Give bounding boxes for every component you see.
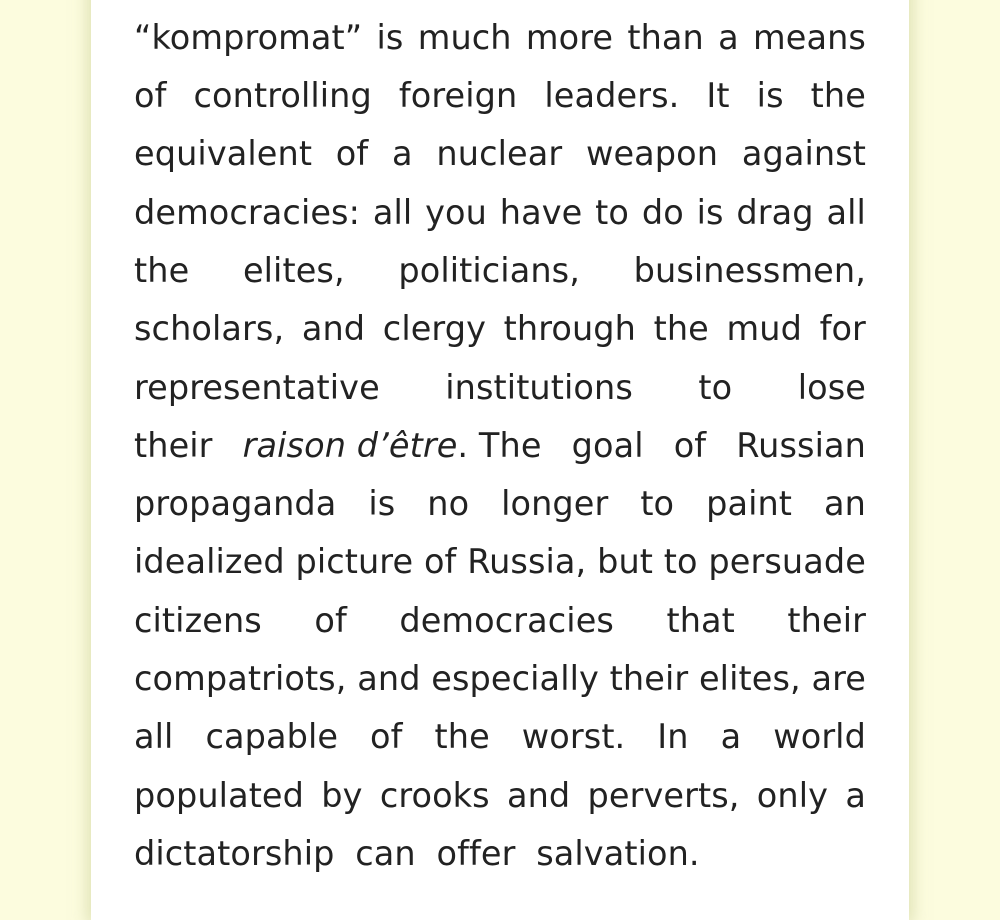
word: “kompromat” xyxy=(134,18,363,57)
word: all xyxy=(372,193,413,232)
text-line xyxy=(134,184,866,242)
text-line xyxy=(134,708,866,766)
word: against xyxy=(741,134,866,173)
word: In xyxy=(657,717,689,756)
word: crooks xyxy=(379,776,490,815)
word: no xyxy=(427,484,470,523)
word: mud xyxy=(726,309,802,348)
word: to xyxy=(698,368,733,407)
word: nuclear xyxy=(436,134,563,173)
word: weapon xyxy=(585,134,719,173)
word: salvation. xyxy=(536,834,700,873)
word: Russia, xyxy=(467,542,587,581)
word: to xyxy=(595,193,630,232)
word: citizens xyxy=(134,601,262,640)
word: a xyxy=(845,776,866,815)
word: more xyxy=(525,18,614,57)
text-line xyxy=(134,300,866,358)
text-line-last xyxy=(134,825,866,883)
word: of xyxy=(423,542,457,581)
word: longer xyxy=(501,484,609,523)
word: than xyxy=(627,18,704,57)
word: institutions xyxy=(445,368,633,407)
text-line xyxy=(134,359,866,417)
text-line xyxy=(134,650,866,708)
word: of xyxy=(370,717,403,756)
word: through xyxy=(503,309,636,348)
word: world xyxy=(773,717,866,756)
word: that xyxy=(666,601,735,640)
text-line xyxy=(134,592,866,650)
word: capable xyxy=(205,717,339,756)
word: and xyxy=(506,776,571,815)
text-line xyxy=(134,533,866,591)
word: businessmen, xyxy=(633,251,866,290)
word: the xyxy=(653,309,709,348)
word: by xyxy=(321,776,363,815)
word: of xyxy=(335,134,369,173)
word: the xyxy=(810,76,866,115)
word: lose xyxy=(797,368,866,407)
text-line xyxy=(134,125,866,183)
word: are xyxy=(811,659,866,698)
word: paint xyxy=(706,484,793,523)
word: the xyxy=(134,251,190,290)
text-line xyxy=(134,9,866,67)
word: is xyxy=(368,484,396,523)
word: a xyxy=(720,717,742,756)
word: elites, xyxy=(242,251,345,290)
word: foreign xyxy=(398,76,518,115)
word: only xyxy=(756,776,829,815)
word: . The xyxy=(457,426,542,465)
word: a xyxy=(392,134,413,173)
word: and xyxy=(301,309,366,348)
word: perverts, xyxy=(587,776,740,815)
word: democracies: xyxy=(134,193,360,232)
word: their xyxy=(134,426,213,465)
word: their xyxy=(609,659,689,698)
word: worst. xyxy=(521,717,626,756)
word: is xyxy=(756,76,784,115)
word: and xyxy=(357,659,421,698)
word: It xyxy=(706,76,730,115)
word: Russian xyxy=(736,426,866,465)
word: persuade xyxy=(708,542,866,581)
text-line xyxy=(134,475,866,533)
word: is xyxy=(696,193,724,232)
word: much xyxy=(417,18,512,57)
word: to xyxy=(640,484,675,523)
text-line xyxy=(134,67,866,125)
word: scholars, xyxy=(134,309,285,348)
word: an xyxy=(823,484,866,523)
word: equivalent xyxy=(134,134,313,173)
word: can xyxy=(355,834,416,873)
word: representative xyxy=(134,368,380,407)
article-body xyxy=(134,0,866,891)
word: compatriots, xyxy=(134,659,347,698)
word: elites, xyxy=(698,659,801,698)
text-line xyxy=(134,242,866,300)
word: for xyxy=(819,309,866,348)
word: of xyxy=(134,76,167,115)
word: of xyxy=(673,426,707,465)
word: but xyxy=(597,542,654,581)
word: politicians, xyxy=(398,251,580,290)
word: democracies xyxy=(399,601,614,640)
word: all xyxy=(826,193,866,232)
word: do xyxy=(641,193,684,232)
text-line xyxy=(134,767,866,825)
word: the xyxy=(434,717,490,756)
word: controlling xyxy=(193,76,372,115)
word: a xyxy=(718,18,739,57)
word: picture xyxy=(295,542,414,581)
word: to xyxy=(663,542,698,581)
word: offer xyxy=(436,834,516,873)
word: dictatorship xyxy=(134,834,335,873)
word: idealized xyxy=(134,542,285,581)
word: propaganda xyxy=(134,484,337,523)
word: all xyxy=(134,717,174,756)
word: drag xyxy=(736,193,814,232)
word: their xyxy=(787,601,866,640)
word: leaders. xyxy=(544,76,680,115)
word: have xyxy=(499,193,583,232)
word: is xyxy=(376,18,404,57)
word: clergy xyxy=(382,309,487,348)
italic-phrase: raison d’être xyxy=(242,426,458,465)
word: goal xyxy=(571,426,644,465)
word: of xyxy=(314,601,347,640)
word: especially xyxy=(431,659,599,698)
text-line xyxy=(134,417,866,475)
word: you xyxy=(425,193,487,232)
word: populated xyxy=(134,776,305,815)
word: means xyxy=(753,18,866,57)
